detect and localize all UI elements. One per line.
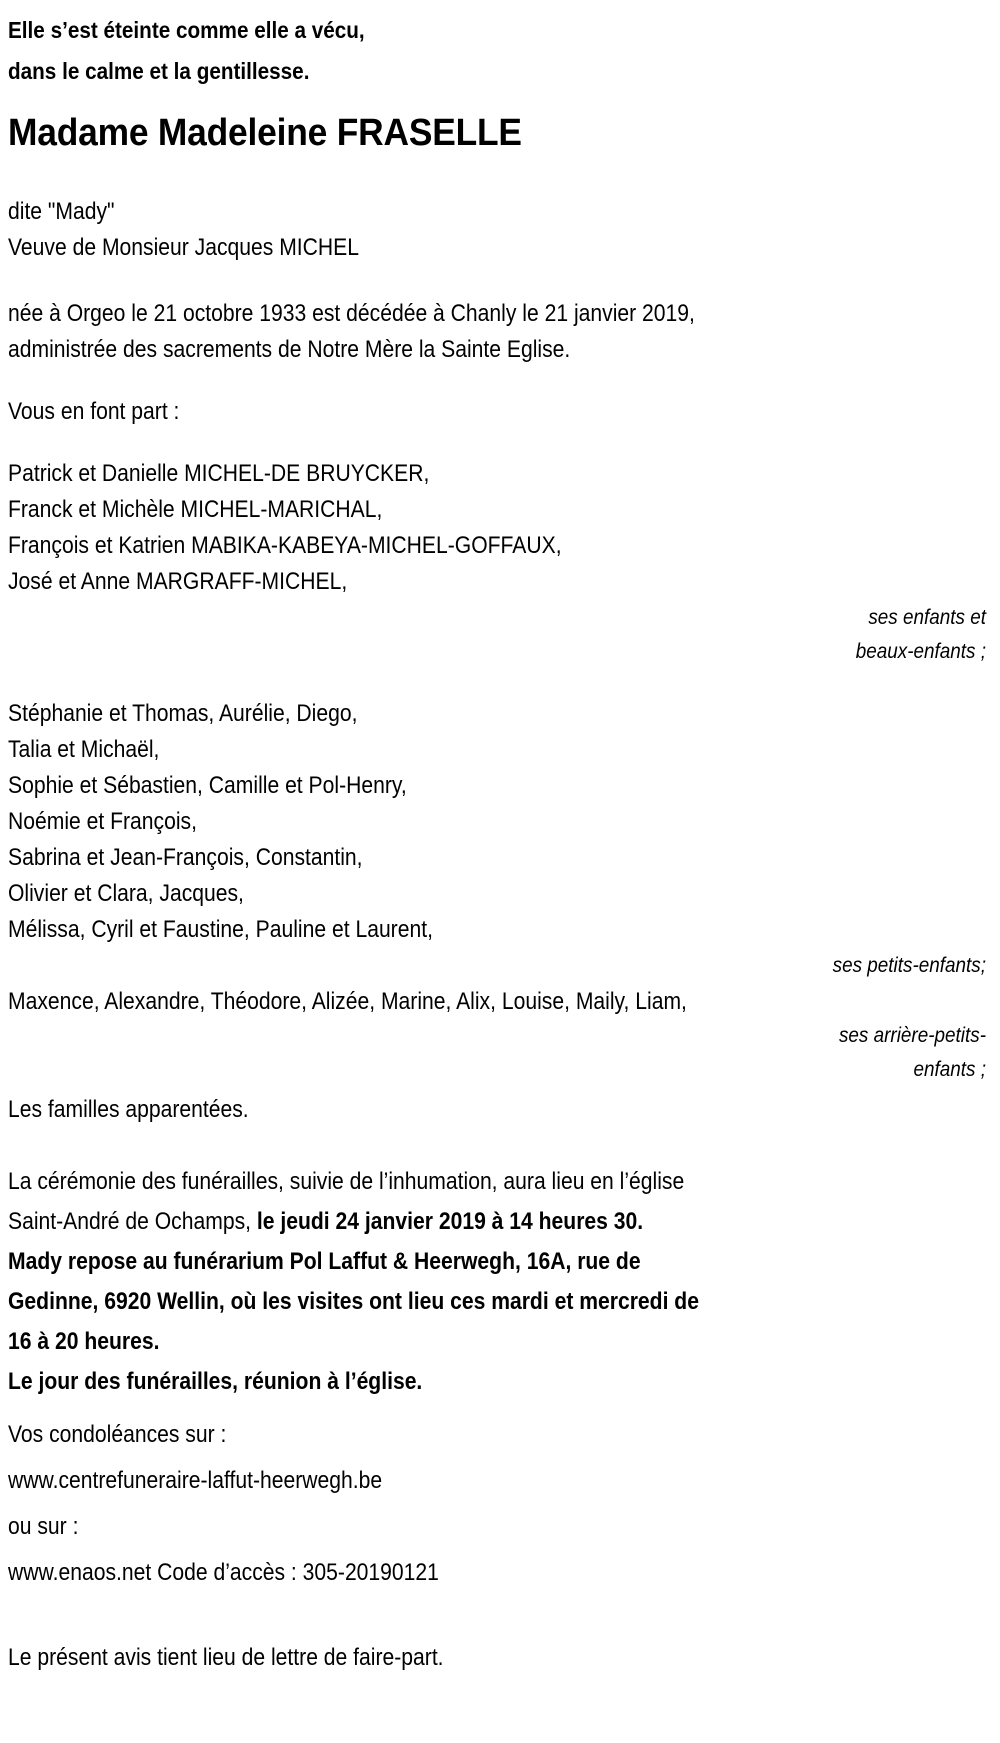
great-grandchildren-line: Maxence, Alexandre, Théodore, Alizée, Marine, Alix, Louise, Maily, Liam, xyxy=(8,988,687,1015)
ceremony-line-1: La cérémonie des funérailles, suivie de l’inhumation, aura lieu en l’église xyxy=(8,1168,685,1195)
birth-death-line-2: administrée des sacrements de Notre Mère la Sainte Eglise. xyxy=(8,336,571,363)
gathering-line: Le jour des funérailles, réunion à l’église. xyxy=(8,1368,423,1395)
condolences-intro: Vos condoléances sur : xyxy=(8,1421,227,1448)
grandchildren-line: Stéphanie et Thomas, Aurélie, Diego, xyxy=(8,700,358,727)
great-grandchildren-caption-line-1: ses arrière-petits- xyxy=(838,1024,986,1047)
footer-note: Le présent avis tient lieu de lettre de faire-part. xyxy=(8,1644,444,1671)
spouse-line: Veuve de Monsieur Jacques MICHEL xyxy=(8,234,360,261)
grandchildren-line: Mélissa, Cyril et Faustine, Pauline et Laurent, xyxy=(8,916,433,943)
grandchildren-line: Olivier et Clara, Jacques, xyxy=(8,880,244,907)
children-line: Franck et Michèle MICHEL-MARICHAL, xyxy=(8,496,383,523)
opening-quote-line-2: dans le calme et la gentillesse. xyxy=(8,58,310,84)
children-line: José et Anne MARGRAFF-MICHEL, xyxy=(8,568,348,595)
grandchildren-line: Sophie et Sébastien, Camille et Pol-Henry, xyxy=(8,772,407,799)
related-families-line: Les familles apparentées. xyxy=(8,1096,249,1123)
grandchildren-line: Noémie et François, xyxy=(8,808,197,835)
announcement-intro: Vous en font part : xyxy=(8,398,180,425)
birth-death-line-1: née à Orgeo le 21 octobre 1933 est décédée à Chanly le 21 janvier 2019, xyxy=(8,300,695,327)
funeral-home-line-3: 16 à 20 heures. xyxy=(8,1328,160,1355)
children-caption-line-1: ses enfants et xyxy=(868,606,986,629)
ceremony-details xyxy=(8,1162,992,1242)
ceremony-datetime-text: le jeudi 24 janvier 2019 à 14 heures 30. xyxy=(256,1208,644,1235)
ceremony-church-text: Saint-André de Ochamps, xyxy=(8,1208,257,1235)
grandchildren-caption: ses petits-enfants; xyxy=(832,954,986,977)
condolences-website-2[interactable]: www.enaos.net Code d’accès : 305-20190121 xyxy=(8,1559,439,1586)
children-line: François et Katrien MABIKA-KABEYA-MICHEL-GOFFAUX, xyxy=(8,532,562,559)
funeral-home-line-2: Gedinne, 6920 Wellin, où les visites ont lieu ces mardi et mercredi de xyxy=(8,1288,699,1315)
condolences-or-label: ou sur : xyxy=(8,1513,79,1540)
grandchildren-line: Sabrina et Jean-François, Constantin, xyxy=(8,844,363,871)
opening-quote-line-1: Elle s’est éteinte comme elle a vécu, xyxy=(8,17,365,43)
condolences-section xyxy=(8,1412,992,1596)
grandchildren-list xyxy=(8,696,992,948)
great-grandchildren-caption-line-2: enfants ; xyxy=(913,1058,986,1081)
grandchildren-line: Talia et Michaël, xyxy=(8,736,160,763)
children-list xyxy=(8,456,992,600)
condolences-website-1[interactable]: www.centrefuneraire-laffut-heerwegh.be xyxy=(8,1467,383,1494)
opening-quote xyxy=(8,10,992,92)
deceased-name-heading: Madame Madeleine FRASELLE xyxy=(8,112,522,154)
funeral-home-details xyxy=(8,1242,992,1362)
children-caption-line-2: beaux-enfants ; xyxy=(855,640,986,663)
children-line: Patrick et Danielle MICHEL-DE BRUYCKER, xyxy=(8,460,430,487)
ceremony-line-2 xyxy=(8,1202,992,1242)
nickname-line: dite "Mady" xyxy=(8,198,115,225)
funeral-home-line-1: Mady repose au funérarium Pol Laffut & Heerwegh, 16A, rue de xyxy=(8,1248,641,1275)
